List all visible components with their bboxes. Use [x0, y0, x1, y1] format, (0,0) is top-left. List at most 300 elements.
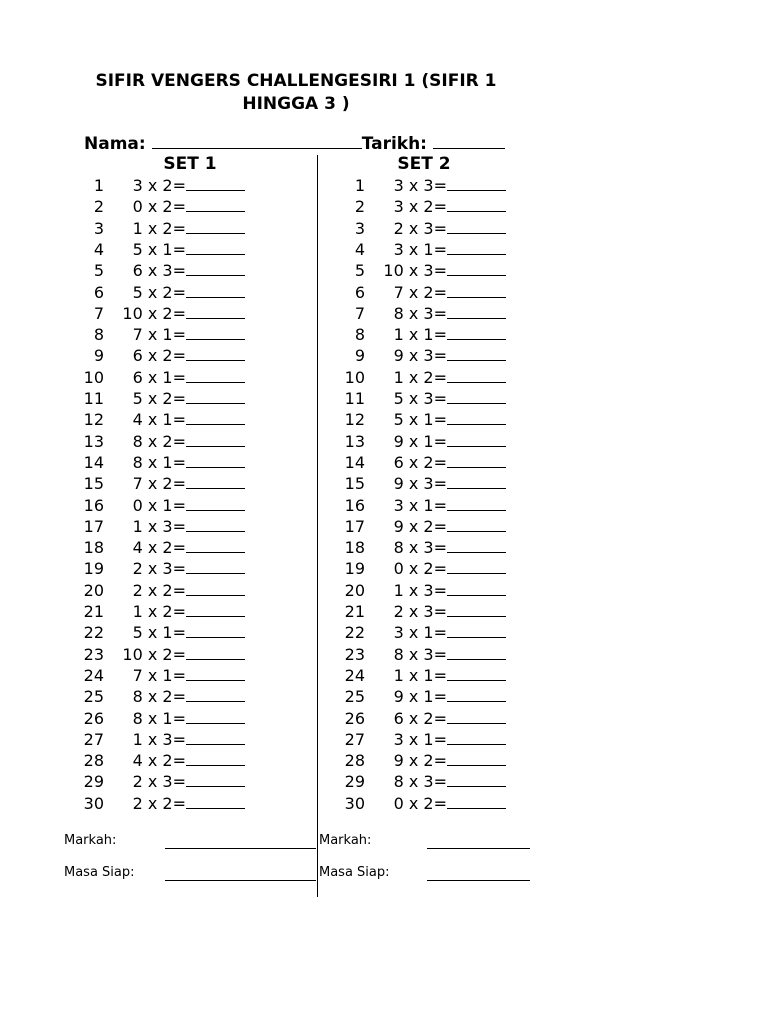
answer-blank[interactable] [447, 339, 506, 340]
answer-blank[interactable] [186, 808, 245, 809]
equals-sign: = [172, 218, 186, 238]
set2-heading: SET 2 [397, 154, 451, 174]
answer-blank[interactable] [447, 680, 506, 681]
question-text: 1 x 1 [393, 325, 434, 345]
question-expression [373, 730, 447, 749]
equals-sign: = [433, 665, 447, 685]
answer-blank[interactable] [447, 595, 506, 596]
equals-sign: = [433, 772, 447, 792]
question-number: 3 [93, 218, 104, 238]
equals-sign: = [433, 793, 447, 813]
equals-sign: = [172, 729, 186, 749]
equals-sign: = [172, 261, 186, 281]
equals-sign: = [433, 580, 447, 600]
question-text: 9 x 2 [393, 751, 434, 771]
question-expression [112, 389, 186, 408]
question-text: 2 x 3 [132, 559, 173, 579]
question-text: 9 x 1 [393, 687, 434, 707]
question-expression [373, 581, 447, 600]
question-text: 2 x 3 [132, 772, 173, 792]
equals-sign: = [433, 495, 447, 515]
answer-blank[interactable] [447, 446, 506, 447]
set1-masa-blank[interactable] [165, 880, 316, 881]
answer-blank[interactable] [186, 531, 245, 532]
question-expression [373, 410, 447, 429]
question-number: 23 [83, 644, 104, 664]
question-number: 26 [344, 708, 365, 728]
question-text: 6 x 2 [393, 452, 434, 472]
question-expression [373, 538, 447, 557]
question-number: 17 [83, 516, 104, 536]
question-expression [112, 474, 186, 493]
question-text: 7 x 1 [132, 665, 173, 685]
question-text: 3 x 2 [132, 176, 173, 195]
answer-blank[interactable] [447, 424, 506, 425]
equals-sign: = [172, 516, 186, 536]
question-number: 21 [83, 602, 104, 621]
answer-blank[interactable] [186, 573, 245, 574]
equals-sign: = [172, 623, 186, 643]
question-number: 7 [93, 303, 104, 323]
question-text: 6 x 1 [132, 367, 173, 387]
equals-sign: = [172, 665, 186, 685]
answer-blank[interactable] [186, 211, 245, 212]
question-expression [112, 304, 186, 323]
set1-masa-label: Masa Siap: [64, 865, 135, 880]
question-text: 6 x 2 [132, 346, 173, 366]
question-number: 15 [344, 474, 365, 494]
equals-sign: = [172, 538, 186, 558]
question-text: 1 x 3 [132, 729, 173, 749]
question-number: 10 [83, 367, 104, 387]
worksheet-title: SIFIR VENGERS CHALLENGESIRI 1 (SIFIR 1 HINGGA 3 ) [95, 71, 497, 114]
question-expression [373, 772, 447, 791]
answer-blank[interactable] [447, 190, 506, 191]
tarikh-blank[interactable] [433, 133, 505, 149]
question-number: 13 [344, 431, 365, 451]
answer-blank[interactable] [186, 382, 245, 383]
question-expression [112, 517, 186, 536]
answer-blank[interactable] [186, 339, 245, 340]
question-text: 3 x 1 [393, 239, 434, 259]
question-text: 5 x 1 [132, 623, 173, 643]
question-number: 23 [344, 644, 365, 664]
equals-sign: = [172, 282, 186, 302]
answer-blank[interactable] [447, 552, 506, 553]
question-expression [373, 283, 447, 302]
question-text: 3 x 1 [393, 495, 434, 515]
question-text: 8 x 3 [393, 538, 434, 558]
question-text: 8 x 1 [132, 452, 173, 472]
equals-sign: = [433, 644, 447, 664]
answer-blank[interactable] [447, 275, 506, 276]
answer-blank[interactable] [447, 637, 506, 638]
answer-blank[interactable] [186, 467, 245, 468]
question-number: 5 [354, 261, 365, 281]
question-text: 0 x 2 [393, 793, 434, 813]
answer-blank[interactable] [186, 701, 245, 702]
question-number: 20 [83, 580, 104, 600]
question-text: 2 x 2 [132, 793, 173, 813]
set1-markah-label: Markah: [64, 833, 117, 848]
question-text: 2 x 3 [393, 218, 434, 238]
question-expression [373, 346, 447, 365]
equals-sign: = [433, 389, 447, 408]
question-expression [112, 325, 186, 344]
question-number: 18 [344, 538, 365, 558]
question-number: 17 [344, 516, 365, 536]
answer-blank[interactable] [186, 254, 245, 255]
question-expression [112, 559, 186, 578]
equals-sign: = [433, 474, 447, 494]
question-number: 26 [83, 708, 104, 728]
equals-sign: = [433, 218, 447, 238]
question-number: 24 [83, 665, 104, 685]
answer-blank[interactable] [447, 744, 506, 745]
question-number: 11 [344, 389, 365, 408]
question-text: 7 x 2 [132, 474, 173, 494]
equals-sign: = [172, 644, 186, 664]
question-text: 9 x 3 [393, 346, 434, 366]
question-expression [112, 666, 186, 685]
answer-blank[interactable] [186, 659, 245, 660]
answer-blank[interactable] [447, 786, 506, 787]
question-text: 5 x 2 [132, 282, 173, 302]
question-number: 12 [83, 410, 104, 430]
question-expression [373, 368, 447, 387]
question-number: 7 [354, 303, 365, 323]
tarikh-label: Tarikh: [361, 134, 427, 154]
question-number: 1 [93, 176, 104, 195]
equals-sign: = [172, 303, 186, 323]
question-text: 1 x 3 [132, 516, 173, 536]
question-number: 2 [354, 197, 365, 217]
question-expression [112, 176, 186, 195]
question-expression [112, 283, 186, 302]
question-text: 3 x 1 [393, 623, 434, 643]
answer-blank[interactable] [186, 744, 245, 745]
question-text: 5 x 1 [132, 239, 173, 259]
equals-sign: = [433, 239, 447, 259]
question-text: 10 x 2 [122, 644, 173, 664]
equals-sign: = [172, 602, 186, 621]
question-number: 1 [354, 176, 365, 195]
question-number: 6 [354, 282, 365, 302]
question-number: 14 [83, 452, 104, 472]
equals-sign: = [433, 197, 447, 217]
equals-sign: = [172, 452, 186, 472]
question-number: 25 [83, 687, 104, 707]
question-text: 3 x 3 [393, 176, 434, 195]
question-expression [373, 602, 447, 621]
question-expression [373, 240, 447, 259]
question-text: 5 x 1 [393, 410, 434, 430]
question-number: 16 [83, 495, 104, 515]
question-text: 0 x 2 [393, 559, 434, 579]
answer-blank[interactable] [186, 510, 245, 511]
question-expression [373, 261, 447, 280]
equals-sign: = [433, 708, 447, 728]
answer-blank[interactable] [186, 360, 245, 361]
question-expression [373, 304, 447, 323]
nama-label: Nama: [84, 134, 146, 154]
question-text: 0 x 2 [132, 197, 173, 217]
set2-markah-blank[interactable] [427, 848, 530, 849]
equals-sign: = [433, 261, 447, 281]
question-number: 15 [83, 474, 104, 494]
answer-blank[interactable] [186, 446, 245, 447]
equals-sign: = [172, 367, 186, 387]
question-expression [373, 496, 447, 515]
question-number: 22 [83, 623, 104, 643]
equals-sign: = [172, 474, 186, 494]
set2-masa-label: Masa Siap: [319, 865, 390, 880]
equals-sign: = [172, 239, 186, 259]
name-date-row [84, 133, 505, 154]
question-expression [373, 709, 447, 728]
answer-blank[interactable] [447, 573, 506, 574]
equals-sign: = [433, 729, 447, 749]
answer-blank[interactable] [186, 403, 245, 404]
equals-sign: = [172, 176, 186, 195]
answer-blank[interactable] [186, 190, 245, 191]
set2-masa-blank[interactable] [427, 880, 530, 881]
question-text: 1 x 3 [393, 580, 434, 600]
question-number: 16 [344, 495, 365, 515]
answer-blank[interactable] [447, 318, 506, 319]
question-number: 18 [83, 538, 104, 558]
question-number: 9 [93, 346, 104, 366]
question-text: 1 x 2 [132, 218, 173, 238]
question-expression [112, 496, 186, 515]
question-number: 10 [344, 367, 365, 387]
set1-heading: SET 1 [163, 154, 217, 174]
question-text: 4 x 1 [132, 410, 173, 430]
question-expression [373, 794, 447, 813]
answer-blank[interactable] [186, 488, 245, 489]
set2-markah-label: Markah: [319, 833, 372, 848]
question-number: 13 [83, 431, 104, 451]
question-number: 27 [83, 729, 104, 749]
question-expression [373, 432, 447, 451]
answer-blank[interactable] [186, 616, 245, 617]
equals-sign: = [433, 176, 447, 195]
question-number: 5 [93, 261, 104, 281]
equals-sign: = [433, 452, 447, 472]
question-text: 1 x 2 [393, 367, 434, 387]
question-expression [112, 410, 186, 429]
equals-sign: = [433, 282, 447, 302]
question-expression [373, 687, 447, 706]
equals-sign: = [172, 346, 186, 366]
question-number: 30 [344, 793, 365, 813]
answer-blank[interactable] [447, 254, 506, 255]
question-expression [373, 559, 447, 578]
question-text: 1 x 1 [393, 665, 434, 685]
question-text: 4 x 2 [132, 538, 173, 558]
question-text: 8 x 3 [393, 644, 434, 664]
question-text: 9 x 2 [393, 516, 434, 536]
set1-markah-blank[interactable] [165, 848, 316, 849]
question-number: 29 [83, 772, 104, 792]
answer-blank[interactable] [186, 297, 245, 298]
question-text: 5 x 3 [393, 389, 434, 408]
question-expression [112, 197, 186, 216]
equals-sign: = [433, 559, 447, 579]
question-number: 25 [344, 687, 365, 707]
equals-sign: = [433, 303, 447, 323]
equals-sign: = [433, 623, 447, 643]
question-expression [112, 219, 186, 238]
answer-blank[interactable] [186, 680, 245, 681]
answer-blank[interactable] [447, 616, 506, 617]
question-expression [112, 602, 186, 621]
answer-blank[interactable] [447, 297, 506, 298]
answer-blank[interactable] [447, 360, 506, 361]
answer-blank[interactable] [186, 552, 245, 553]
question-number: 8 [93, 325, 104, 345]
equals-sign: = [433, 538, 447, 558]
answer-blank[interactable] [186, 595, 245, 596]
question-expression [112, 261, 186, 280]
equals-sign: = [433, 687, 447, 707]
question-expression [112, 772, 186, 791]
question-expression [373, 751, 447, 770]
question-expression [112, 432, 186, 451]
equals-sign: = [433, 410, 447, 430]
answer-blank[interactable] [447, 765, 506, 766]
question-text: 10 x 2 [122, 303, 173, 323]
question-text: 9 x 3 [393, 474, 434, 494]
equals-sign: = [433, 325, 447, 345]
answer-blank[interactable] [447, 659, 506, 660]
question-number: 11 [83, 389, 104, 408]
equals-sign: = [433, 367, 447, 387]
question-expression [112, 709, 186, 728]
nama-blank[interactable] [152, 133, 362, 149]
answer-blank[interactable] [447, 382, 506, 383]
answer-blank[interactable] [447, 510, 506, 511]
equals-sign: = [433, 751, 447, 771]
equals-sign: = [172, 431, 186, 451]
question-number: 27 [344, 729, 365, 749]
question-expression [112, 581, 186, 600]
question-text: 9 x 1 [393, 431, 434, 451]
answer-blank[interactable] [447, 531, 506, 532]
question-number: 19 [83, 559, 104, 579]
question-expression [112, 453, 186, 472]
answer-blank[interactable] [186, 233, 245, 234]
equals-sign: = [172, 751, 186, 771]
equals-sign: = [433, 602, 447, 621]
answer-blank[interactable] [186, 424, 245, 425]
answer-blank[interactable] [186, 275, 245, 276]
question-number: 3 [354, 218, 365, 238]
question-expression [112, 687, 186, 706]
question-number: 30 [83, 793, 104, 813]
question-text: 8 x 3 [393, 772, 434, 792]
question-number: 21 [344, 602, 365, 621]
answer-blank[interactable] [447, 233, 506, 234]
answer-blank[interactable] [186, 723, 245, 724]
answer-blank[interactable] [447, 467, 506, 468]
equals-sign: = [172, 410, 186, 430]
answer-blank[interactable] [447, 488, 506, 489]
question-expression [373, 453, 447, 472]
answer-blank[interactable] [186, 637, 245, 638]
question-expression [373, 176, 447, 195]
question-expression [373, 474, 447, 493]
question-number: 24 [344, 665, 365, 685]
answer-blank[interactable] [447, 723, 506, 724]
column-divider [317, 155, 318, 897]
question-expression [373, 666, 447, 685]
question-number: 19 [344, 559, 365, 579]
answer-blank[interactable] [447, 808, 506, 809]
equals-sign: = [172, 772, 186, 792]
equals-sign: = [172, 687, 186, 707]
question-number: 2 [93, 197, 104, 217]
question-number: 14 [344, 452, 365, 472]
question-expression [112, 645, 186, 664]
question-number: 20 [344, 580, 365, 600]
question-number: 29 [344, 772, 365, 792]
equals-sign: = [172, 580, 186, 600]
question-expression [373, 389, 447, 408]
question-number: 4 [354, 239, 365, 259]
equals-sign: = [433, 516, 447, 536]
question-expression [373, 517, 447, 536]
question-text: 6 x 3 [132, 261, 173, 281]
question-expression [112, 538, 186, 557]
answer-blank[interactable] [447, 211, 506, 212]
question-text: 3 x 2 [393, 197, 434, 217]
equals-sign: = [433, 346, 447, 366]
question-expression [373, 325, 447, 344]
answer-blank[interactable] [447, 403, 506, 404]
question-number: 22 [344, 623, 365, 643]
question-text: 3 x 1 [393, 729, 434, 749]
question-expression [373, 645, 447, 664]
question-number: 9 [354, 346, 365, 366]
question-text: 6 x 2 [393, 708, 434, 728]
question-expression [112, 623, 186, 642]
question-expression [373, 197, 447, 216]
question-expression [112, 368, 186, 387]
equals-sign: = [172, 325, 186, 345]
equals-sign: = [172, 793, 186, 813]
question-text: 7 x 1 [132, 325, 173, 345]
answer-blank[interactable] [186, 765, 245, 766]
equals-sign: = [172, 197, 186, 217]
question-text: 2 x 3 [393, 602, 434, 621]
answer-blank[interactable] [447, 701, 506, 702]
equals-sign: = [172, 708, 186, 728]
equals-sign: = [172, 559, 186, 579]
question-text: 2 x 2 [132, 580, 173, 600]
question-text: 5 x 2 [132, 389, 173, 408]
question-number: 28 [344, 751, 365, 771]
question-text: 4 x 2 [132, 751, 173, 771]
question-text: 8 x 2 [132, 431, 173, 451]
answer-blank[interactable] [186, 318, 245, 319]
question-expression [112, 240, 186, 259]
question-text: 1 x 2 [132, 602, 173, 621]
answer-blank[interactable] [186, 786, 245, 787]
question-text: 8 x 2 [132, 687, 173, 707]
question-text: 8 x 1 [132, 708, 173, 728]
question-number: 8 [354, 325, 365, 345]
